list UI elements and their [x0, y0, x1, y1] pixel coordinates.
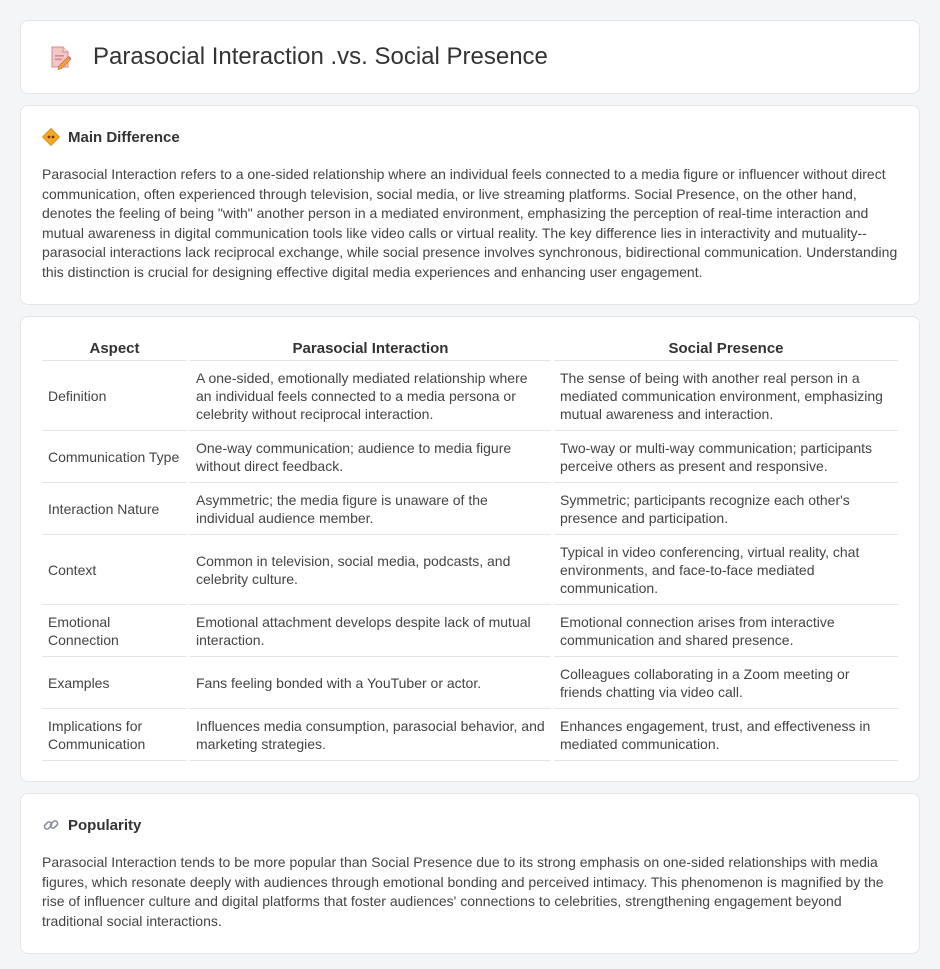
table-row: [42, 605, 898, 657]
table-row: [42, 535, 898, 605]
link-icon: [42, 816, 60, 834]
popularity-header: [42, 816, 898, 834]
parasocial-cell: Asymmetric; the media figure is unaware of the individual audience member.: [190, 483, 551, 535]
main-difference-text: Parasocial Interaction refers to a one-sided relationship where an individual feels connected to a media figure or influencer without direct communication, often experienced through television, social media, or live streaming platforms. Social Presence, on the other hand, denotes the feeling of being "with" another person in a mediated environment, emphasizing the perception of real-time interaction and mutual awareness in digital communication tools like video calls or virtual reality. The key difference lies in interactivity and mutuality--parasocial interactions lack reciprocal exchange, while social presence involves synchronous, bidirectional communication. Understanding this distinction is crucial for designing effective digital media experiences and enhancing user engagement.: [42, 166, 898, 280]
social-presence-cell: Emotional connection arises from interactive communication and shared presence.: [554, 605, 898, 657]
document-pencil-icon: [45, 42, 75, 72]
social-presence-cell: Colleagues collaborating in a Zoom meeting or friends chatting via video call.: [554, 657, 898, 709]
parasocial-cell: Influences media consumption, parasocial behavior, and marketing strategies.: [190, 709, 551, 761]
comparison-table: [39, 337, 901, 761]
aspect-cell: Communication Type: [42, 431, 187, 483]
parasocial-cell: Fans feeling bonded with a YouTuber or actor.: [190, 657, 551, 709]
column-header-parasocial: Parasocial Interaction: [190, 337, 551, 361]
parasocial-cell: A one-sided, emotionally mediated relationship where an individual feels connected to a media persona or celebrity without reciprocal interaction.: [190, 361, 551, 431]
popularity-section: [20, 793, 920, 954]
aspect-cell: Implications for Communication: [42, 709, 187, 761]
aspect-cell: Definition: [42, 361, 187, 431]
table-row: [42, 361, 898, 431]
popularity-text: Parasocial Interaction tends to be more popular than Social Presence due to its strong emphasis on one-sided relationships with media figures, which resonate deeply with audiences through emotional bonding and perceived intimacy. This phenomenon is magnified by the rise of influencer culture and digital platforms that foster audiences' connections to celebrities, strengthening engagement beyond traditional social interactions.: [42, 854, 884, 929]
page-title: Parasocial Interaction .vs. Social Presence: [93, 43, 548, 70]
table-row: [42, 709, 898, 761]
social-presence-cell: The sense of being with another real person in a mediated communication environment, emphasizing mutual awareness and interaction.: [554, 361, 898, 431]
parasocial-cell: Emotional attachment develops despite lack of mutual interaction.: [190, 605, 551, 657]
social-presence-cell: Two-way or multi-way communication; participants perceive others as present and responsive.: [554, 431, 898, 483]
main-difference-title: Main Difference: [68, 128, 180, 146]
aspect-cell: Emotional Connection: [42, 605, 187, 657]
aspect-cell: Interaction Nature: [42, 483, 187, 535]
social-presence-cell: Symmetric; participants recognize each other's presence and participation.: [554, 483, 898, 535]
social-presence-cell: Typical in video conferencing, virtual reality, chat environments, and face-to-face mediated communication.: [554, 535, 898, 605]
column-header-aspect: Aspect: [42, 337, 187, 361]
diamond-sign-icon: [42, 128, 60, 146]
column-header-social-presence: Social Presence: [554, 337, 898, 361]
table-header-row: [42, 337, 898, 361]
table-row: [42, 483, 898, 535]
header-card: [20, 20, 920, 94]
table-row: [42, 431, 898, 483]
social-presence-cell: Enhances engagement, trust, and effectiveness in mediated communication.: [554, 709, 898, 761]
main-difference-header: [42, 128, 898, 146]
parasocial-cell: Common in television, social media, podcasts, and celebrity culture.: [190, 535, 551, 605]
main-difference-section: [20, 105, 920, 305]
aspect-cell: Context: [42, 535, 187, 605]
aspect-cell: Examples: [42, 657, 187, 709]
popularity-title: Popularity: [68, 816, 142, 834]
table-row: [42, 657, 898, 709]
parasocial-cell: One-way communication; audience to media figure without direct feedback.: [190, 431, 551, 483]
comparison-section: [20, 316, 920, 782]
